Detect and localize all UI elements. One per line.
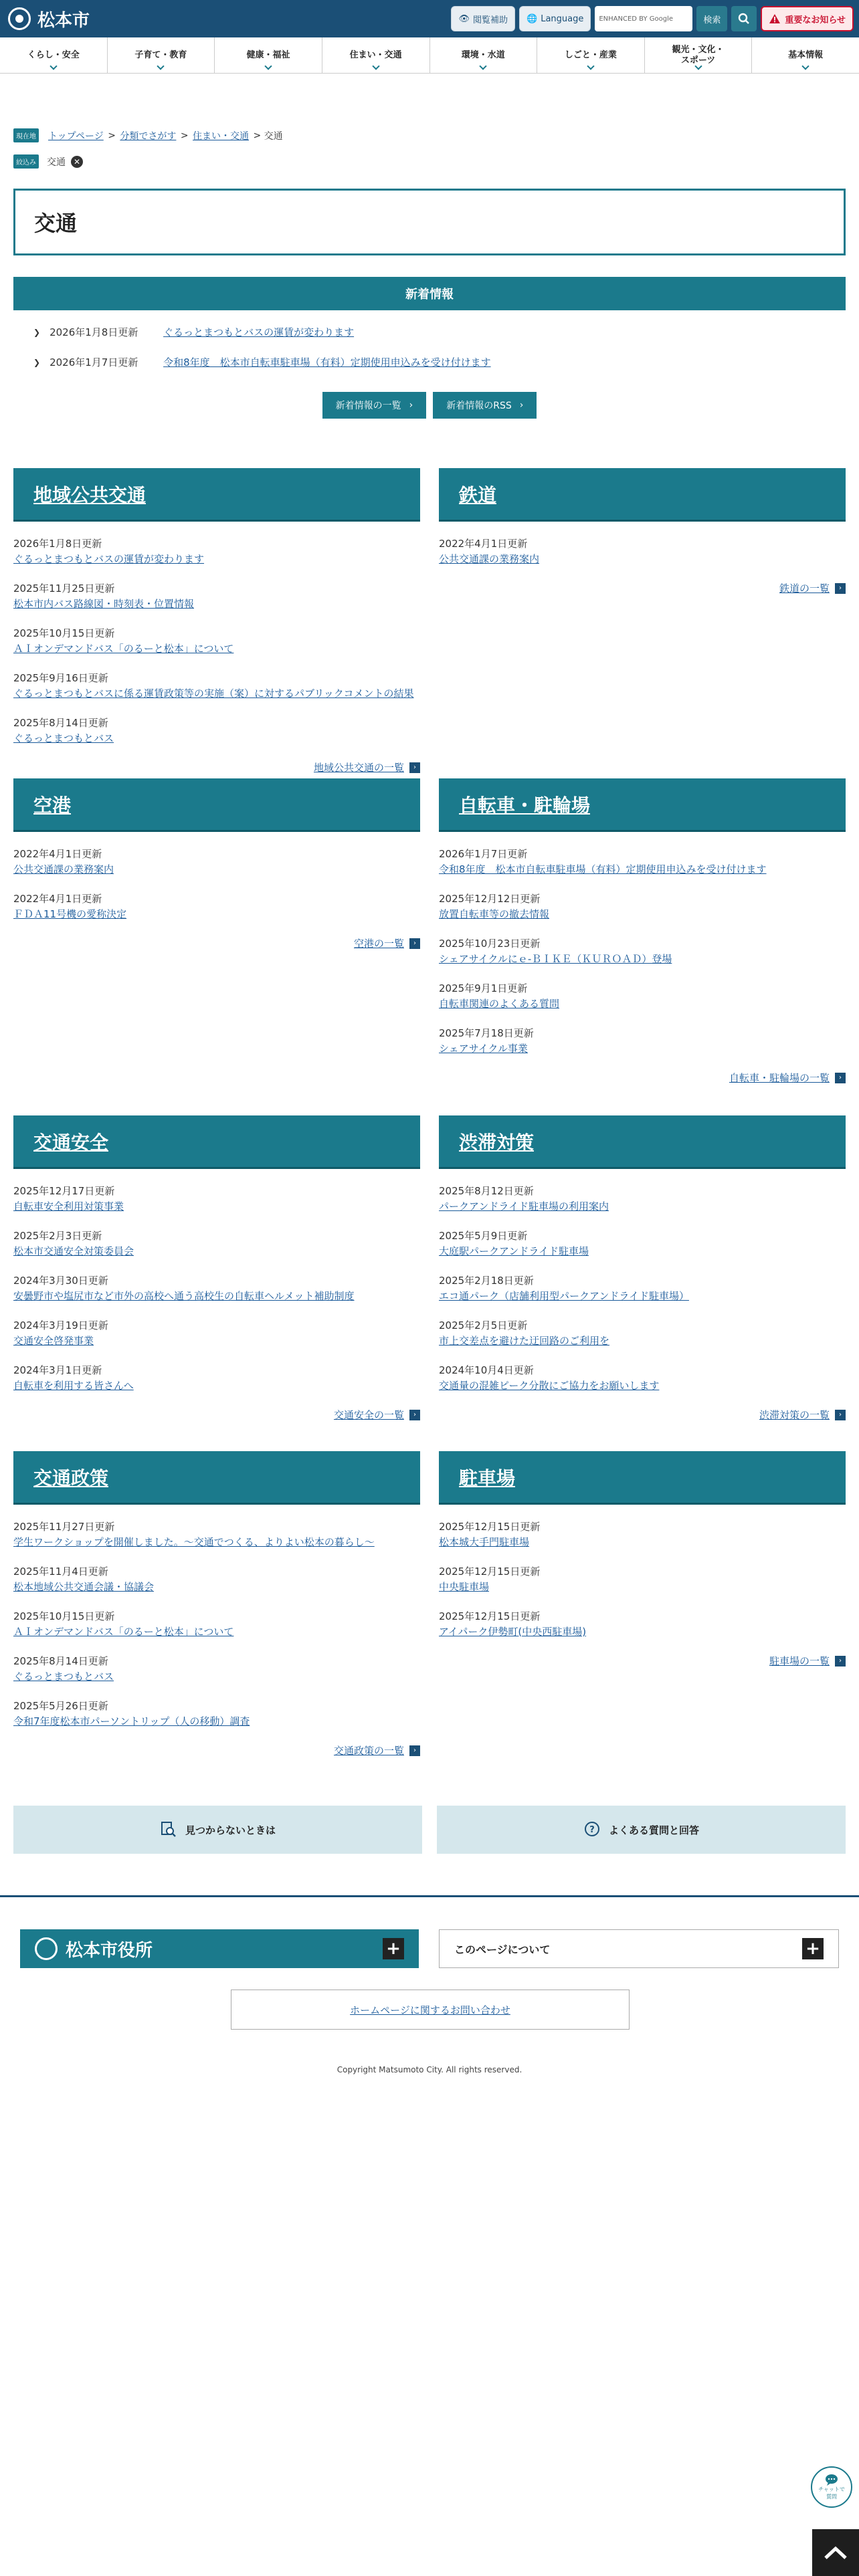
category-card [439,778,846,1085]
item-link[interactable]: 松本城大手門駐車場 [439,1535,530,1548]
list-item [13,1184,420,1214]
list-item [439,891,846,922]
list-item [439,1026,846,1056]
globe-icon: 🌐 [527,13,538,24]
help-row [13,1806,846,1854]
nav-item-tourism-culture-sports[interactable]: 観光・文化・ スポーツ [645,37,753,73]
faq-label: よくある質問と回答 [608,1824,699,1836]
item-date: 2026年1月8日更新 [13,538,102,550]
category-more-link[interactable]: 自転車・駐輪場の一覧 [729,1072,830,1084]
list-item [439,1184,846,1214]
category-heading [439,468,846,522]
breadcrumb-separator: > [250,130,264,141]
item-date: 2025年11月27日更新 [13,1521,115,1533]
item-link[interactable]: 交通量の混雑ピーク分散にご協力をお願いします [439,1379,660,1392]
chatbot-button[interactable] [811,2466,852,2508]
nav-item-environment-water[interactable]: 環境・水道 [430,37,538,73]
category-heading [439,778,846,832]
faq-button[interactable] [437,1806,846,1854]
nav-item-basic-info[interactable]: 基本情報 [752,37,859,73]
language-button[interactable] [519,6,591,31]
list-item [13,1273,420,1303]
news-heading: 新着情報 [13,277,846,310]
list-item [13,716,420,746]
list-item [13,891,420,922]
breadcrumb-link-top[interactable]: トップページ [48,130,104,142]
category-more-link[interactable]: 交通安全の一覧 [333,1409,404,1421]
list-item [13,581,420,611]
chevron-right-icon: › [835,1656,846,1667]
breadcrumb-link-category[interactable]: 分類でさがす [120,130,177,142]
item-date: 2025年12月15日更新 [439,1521,541,1533]
list-item [13,1609,420,1639]
item-date: 2025年7月18日更新 [439,1027,534,1039]
breadcrumb-link-housing[interactable]: 住まい・交通 [193,130,250,142]
chevron-right-icon: › [835,1073,846,1083]
language-label: Language [541,13,584,24]
contact-link[interactable]: ホームページに関するお問い合わせ [231,1990,630,2030]
chevron-right-icon: › [409,1410,420,1420]
item-date: 2025年12月12日更新 [439,893,541,905]
news-rss-label: 新着情報のRSS [446,401,512,411]
item-date: 2025年12月15日更新 [439,1566,541,1578]
category-title-link[interactable]: 空港 [33,794,72,817]
category-item-list [13,1184,420,1393]
category-card [13,778,420,950]
list-item [13,847,420,877]
list-item [13,1363,420,1393]
item-date: 2025年9月1日更新 [439,982,528,994]
item-link[interactable]: 放置自転車等の撤去情報 [439,907,550,920]
reading-support-label: 閲覧補助 [473,15,508,25]
chatbot-label-2: 質問 [826,2494,837,2500]
item-date: 2025年8月14日更新 [13,1655,108,1667]
item-link[interactable]: 自転車関連のよくある質問 [439,997,560,1010]
category-title-link[interactable]: 地域公共交通 [33,484,147,506]
item-link[interactable]: ぐるっとまつもとバスの運賃が変わります [13,552,205,565]
logo-text: 松本市 [37,10,90,31]
chevron-right-icon: › [409,938,420,949]
category-card [439,1451,846,1668]
item-link[interactable]: 中央駐車場 [439,1580,490,1593]
chevron-right-icon: ❯ [33,357,41,367]
news-link[interactable]: ぐるっとまつもとバスの運賃が変わります [163,326,355,338]
current-location-tag: 現在地 [13,128,39,142]
item-link[interactable]: ＦＤＡ11号機の愛称決定 [13,907,127,920]
item-date: 2022年4月1日更新 [13,893,102,905]
item-link[interactable]: エコ通パーク（店舗利用型パークアンドライド駐車場） [439,1289,689,1302]
chevron-right-icon: › [409,400,413,411]
copyright: Copyright Matsumoto City. All rights reserved. [337,2065,522,2074]
footer-row [20,1929,839,1968]
important-notice-label: 重要なお知らせ [785,15,846,25]
item-link[interactable]: 安曇野市や塩尻市など市外の高校へ通う高校生の自転車ヘルメット補助制度 [13,1289,355,1302]
item-link[interactable]: 自転車を利用する皆さんへ [13,1379,134,1392]
item-link[interactable]: シェアサイクル事業 [439,1042,528,1055]
category-more [13,1408,420,1422]
item-date: 2024年3月30日更新 [13,1275,108,1287]
item-link[interactable]: 公共交通課の業務案内 [439,552,540,565]
item-date: 2025年10月23日更新 [439,938,541,950]
category-title-link[interactable]: 交通安全 [33,1131,109,1154]
category-card [13,468,420,774]
category-item-list [13,536,420,746]
item-date: 2025年9月16日更新 [13,672,108,684]
list-item [13,1228,420,1259]
filter-tag: 絞込み [13,154,39,169]
list-item [439,1228,846,1259]
city-emblem-icon [8,7,31,30]
item-link[interactable]: ぐるっとまつもとバスに係る運賃政策等の実施（案）に対するパブリックコメントの結果 [13,687,414,700]
chevron-right-icon: › [835,583,846,594]
category-title-link[interactable]: 駐車場 [459,1467,516,1489]
item-date: 2025年5月9日更新 [439,1230,528,1242]
item-link[interactable]: シェアサイクルにｅ-ＢＩＫＥ（ＫＵＲＯＡＤ）登場 [439,952,672,965]
important-notice-button[interactable] [761,6,854,31]
category-more [439,1071,846,1085]
item-date: 2025年11月25日更新 [13,582,115,595]
category-heading [439,1451,846,1505]
news-item [33,355,826,369]
category-title-link[interactable]: 自転車・駐輪場 [459,794,591,817]
category-title-link[interactable]: 交通政策 [33,1467,109,1489]
item-date: 2025年11月4日更新 [13,1566,108,1578]
global-nav [0,37,859,74]
not-found-label: 見つからないときは [185,1824,276,1836]
item-date: 2025年8月12日更新 [439,1185,534,1197]
category-card [13,1451,420,1757]
list-item [13,1318,420,1348]
news-rss-button[interactable] [433,392,537,419]
item-date: 2025年5月26日更新 [13,1700,108,1712]
category-more [439,1654,846,1668]
item-link[interactable]: 学生ワークショップを開催しました。～交通でつくる、よりよい松本の暮らし～ [13,1535,375,1548]
site-header [0,0,859,37]
item-link[interactable]: 松本市交通安全対策委員会 [13,1245,134,1257]
news-list [33,325,826,369]
news-list-button[interactable] [322,392,427,419]
category-more-link[interactable]: 鉄道の一覧 [779,582,830,595]
not-found-button[interactable] [13,1806,422,1854]
page-title: 交通 [34,211,78,236]
search-input[interactable] [595,6,692,31]
page-title-box [13,189,846,255]
category-more-link[interactable]: 渋滞対策の一覧 [759,1409,830,1421]
warning-icon [769,13,781,24]
list-item [439,1318,846,1348]
category-card [13,1115,420,1422]
item-date: 2025年10月15日更新 [13,627,115,639]
category-heading [13,468,420,522]
about-page-accordion[interactable] [439,1929,839,1968]
item-link[interactable]: 公共交通課の業務案内 [13,863,114,875]
item-date: 2024年3月1日更新 [13,1364,102,1376]
list-item [13,626,420,656]
city-hall-label: 松本市役所 [66,1940,153,1961]
category-item-list [13,1519,420,1729]
list-item [13,671,420,701]
category-card [439,1115,846,1422]
category-item-list [439,847,846,1056]
item-date: 2026年1月7日更新 [439,848,528,860]
item-date: 2025年8月14日更新 [13,717,108,729]
list-item [439,1564,846,1594]
nav-item-work-industry[interactable]: しごと・産業 [537,37,645,73]
news-buttons [0,392,859,419]
chat-bubble-icon [824,2474,839,2486]
item-date: 2025年2月5日更新 [439,1319,528,1331]
item-link[interactable]: 松本地域公共交通会議・協議会 [13,1580,155,1593]
category-item-list [439,1519,846,1639]
item-date: 2025年12月15日更新 [439,1610,541,1622]
header-tools [451,6,854,31]
news-item [33,325,826,339]
breadcrumb-current: 交通 [264,130,283,142]
category-item-list [13,847,420,922]
category-more-link[interactable]: 交通政策の一覧 [333,1745,404,1757]
item-link[interactable]: 令和7年度松本市パーソントリップ（人の移動）調査 [13,1715,250,1727]
search-document-icon [160,1821,177,1838]
item-link[interactable]: 令和8年度 松本市自転車駐車場（有料）定期使用申込みを受け付けます [439,863,767,875]
chevron-right-icon: › [835,1410,846,1420]
item-link[interactable]: ＡＩオンデマンドバス「のるーと松本」について [13,1625,234,1638]
category-heading [13,1115,420,1169]
breadcrumb-separator: > [177,130,192,141]
item-date: 2025年10月15日更新 [13,1610,115,1622]
footer-divider [0,1895,859,1897]
list-item [439,1519,846,1549]
list-item [439,1273,846,1303]
breadcrumb-location [13,128,846,142]
category-heading [13,778,420,832]
category-more [13,760,420,774]
svg-text:?: ? [589,1825,595,1835]
chevron-right-icon: › [409,1745,420,1756]
filter-value: 交通 [47,156,66,168]
list-item [439,981,846,1011]
remove-filter-icon[interactable]: ✕ [71,156,83,168]
list-item [439,1609,846,1639]
nav-item-childcare-education[interactable]: 子育て・教育 [108,37,215,73]
chevron-up-icon [824,2545,848,2560]
chevron-right-icon: ❯ [33,327,41,337]
item-date: 2022年4月1日更新 [13,848,102,860]
list-item [13,1519,420,1549]
chevron-right-icon: › [519,400,524,411]
item-date: 2025年2月18日更新 [439,1275,534,1287]
list-item [439,847,846,877]
item-link[interactable]: アイパーク伊勢町(中央西駐車場) [439,1625,587,1638]
category-item-list [439,1184,846,1393]
list-item [13,1564,420,1594]
eye-icon: 👁 [458,13,470,24]
item-date: 2022年4月1日更新 [439,538,528,550]
category-heading [13,1451,420,1505]
search-icon [738,13,750,25]
category-more-link[interactable]: 駐車場の一覧 [769,1655,830,1667]
nav-item-life-safety[interactable]: くらし・安全 [0,37,108,73]
category-title-link[interactable]: 鉄道 [459,484,497,506]
search-toggle-button[interactable] [731,6,757,31]
item-link[interactable]: ＡＩオンデマンドバス「のるーと松本」について [13,642,234,655]
category-title-link[interactable]: 渋滞対策 [459,1131,535,1154]
category-more-link[interactable]: 空港の一覧 [353,938,404,950]
item-link[interactable]: 自転車安全利用対策事業 [13,1200,124,1212]
search-submit-button[interactable]: 検索 [696,6,727,31]
breadcrumb-filter [13,154,846,169]
item-date: 2025年2月3日更新 [13,1230,102,1242]
item-link[interactable]: ぐるっとまつもとバス [13,732,114,744]
category-more [13,1743,420,1757]
chevron-right-icon: › [409,762,420,773]
plus-icon: + [802,1938,824,1959]
about-page-label: このページについて [454,1943,551,1956]
nav-item-health-welfare[interactable]: 健康・福祉 [215,37,322,73]
list-item [439,1363,846,1393]
chatbot-label-1: チャットで [818,2486,845,2492]
news-date: 2026年1月7日更新 [50,356,138,368]
category-heading [439,1115,846,1169]
breadcrumb [0,128,859,169]
item-link[interactable]: 交通安全啓発事業 [13,1334,94,1347]
news-list-label: 新着情報の一覧 [335,401,401,411]
reading-support-button[interactable] [451,6,515,31]
news-date: 2026年1月8日更新 [50,326,138,338]
item-link[interactable]: 大庭駅パークアンドライド駐車場 [439,1245,589,1257]
category-more [13,936,420,950]
category-more [439,581,846,595]
item-link[interactable]: パークアンドライド駐車場の利用案内 [439,1200,609,1212]
item-link[interactable]: ぐるっとまつもとバス [13,1670,114,1683]
list-item [439,936,846,966]
item-date: 2024年3月19日更新 [13,1319,108,1331]
breadcrumb-separator: > [104,130,119,141]
item-link[interactable]: 市上交差点を避けた迂回路のご利用を [439,1334,610,1347]
item-date: 2025年12月17日更新 [13,1185,115,1197]
list-item [13,1699,420,1729]
nav-item-housing-transport[interactable]: 住まい・交通 [322,37,430,73]
back-to-top-button[interactable] [812,2529,859,2576]
item-link[interactable]: 松本市内バス路線図・時刻表・位置情報 [13,597,195,610]
category-card [439,468,846,595]
news-link[interactable]: 令和8年度 松本市自転車駐車場（有料）定期使用申込みを受け付けます [163,356,491,368]
site-logo[interactable] [8,7,90,31]
category-more-link[interactable]: 地域公共交通の一覧 [313,762,404,774]
city-emblem-icon [35,1937,58,1960]
category-more [439,1408,846,1422]
list-item [13,536,420,566]
search-placeholder: ENHANCED BY Google [599,15,674,23]
plus-icon: + [383,1938,404,1959]
category-item-list [439,536,846,566]
list-item [439,536,846,566]
city-hall-accordion[interactable] [20,1929,419,1968]
question-bubble-icon [583,1821,601,1838]
item-date: 2024年10月4日更新 [439,1364,534,1376]
list-item [13,1654,420,1684]
